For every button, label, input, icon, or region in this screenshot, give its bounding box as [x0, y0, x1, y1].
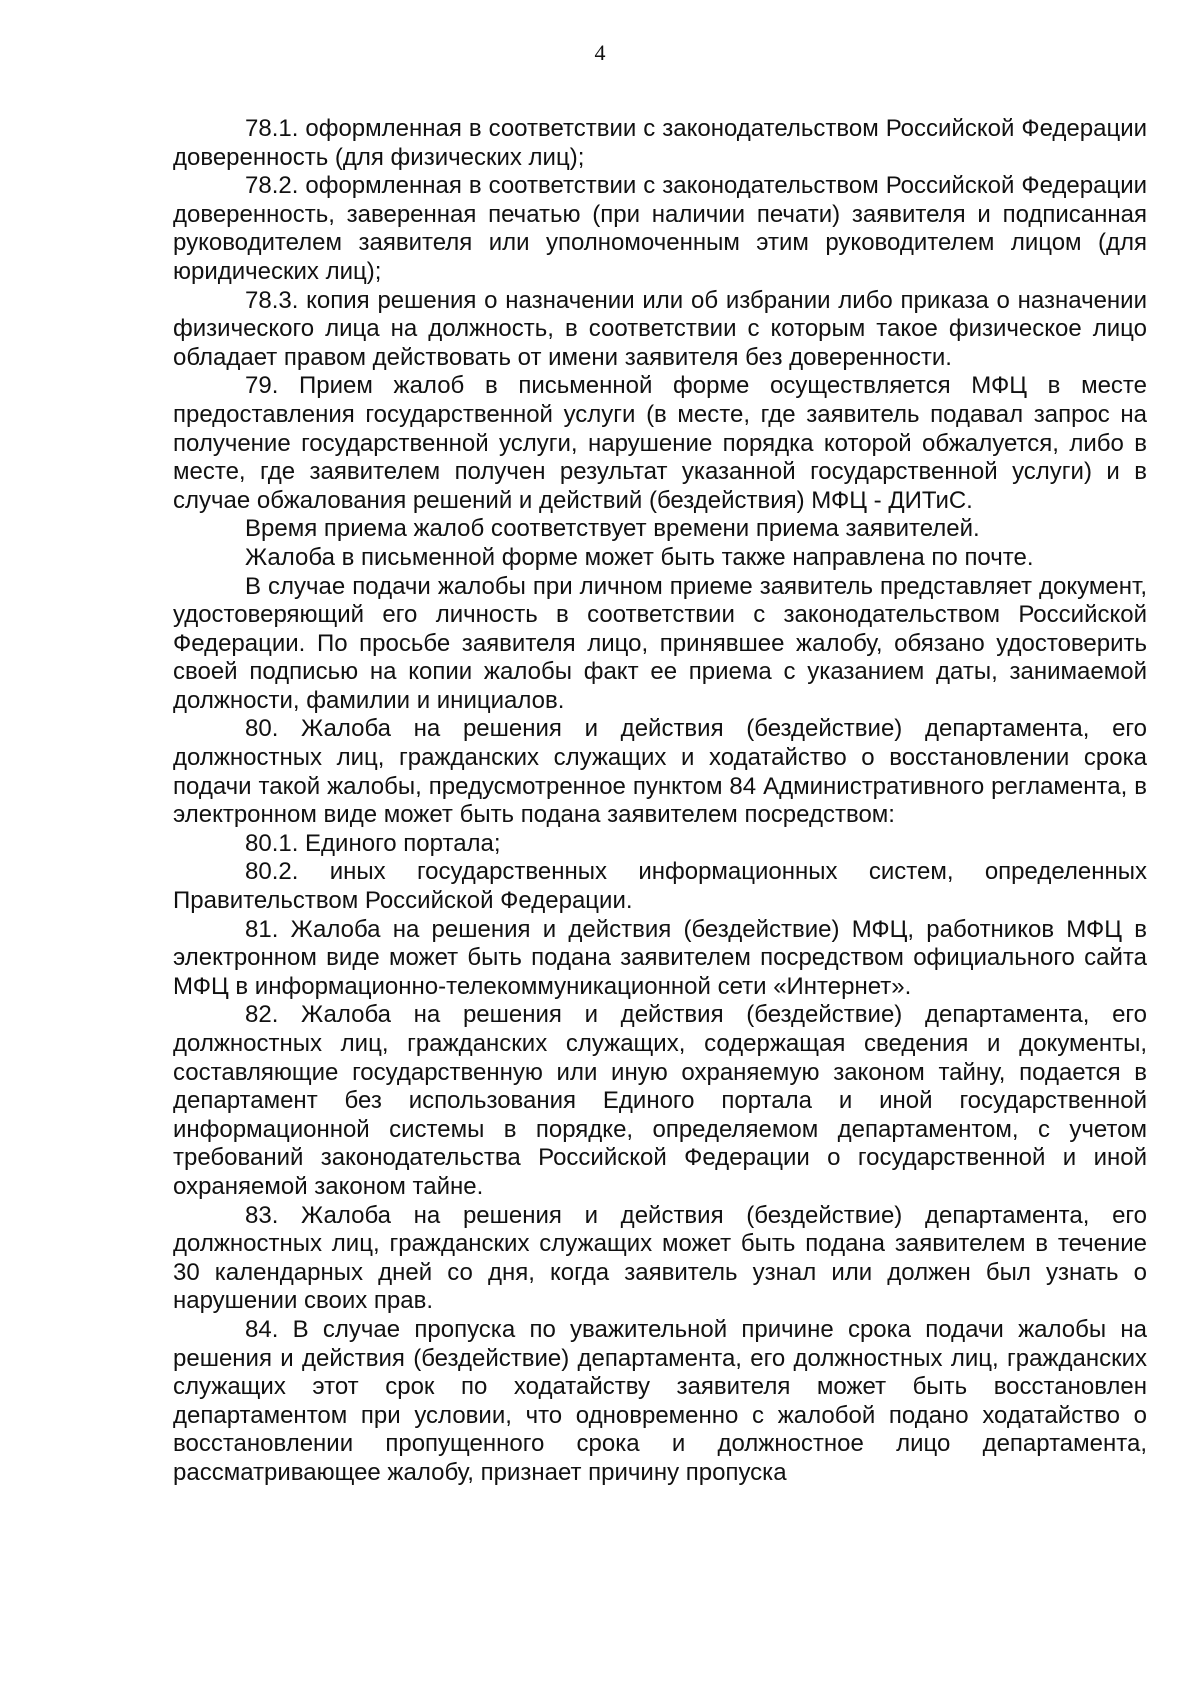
paragraph-83: 83. Жалоба на решения и действия (бездействие) департамента, его должностных лиц, гражданских служащих может быть подана заявителем в течение 30 календарных дней со дня, когда заявитель узнал или должен был узнать о нарушении своих прав. [173, 1201, 1147, 1315]
paragraph-78-3: 78.3. копия решения о назначении или об избрании либо приказа о назначении физического лица на должность, в соответствии с которым такое физическое лицо обладает правом действовать от имени заявителя без доверенности. [173, 286, 1147, 371]
paragraph-81: 81. Жалоба на решения и действия (бездействие) МФЦ, работников МФЦ в электронном виде может быть подана заявителем посредством официального сайта МФЦ в информационно-телекоммуникационной сети «Интернет». [173, 915, 1147, 1000]
paragraph-mail-complaint: Жалоба в письменной форме может быть также направлена по почте. [245, 543, 1034, 571]
document-body [173, 115, 1147, 1488]
paragraph-84: 84. В случае пропуска по уважительной причине срока подачи жалобы на решения и действия (бездействие) департамента, его должностных лиц, гражданских служащих этот срок по ходатайству заявителя может быть восстановлен департаментом при условии, что одновременно с жалобой подано ходатайство о восстановлении пропущенного срока и должностное лицо департамента, рассматривающее жалобу, признает причину пропуска [173, 1315, 1147, 1486]
paragraph-reception-time: Время приема жалоб соответствует времени приема заявителей. [245, 515, 980, 543]
paragraph-80-1: 80.1. Единого портала; [245, 829, 501, 857]
paragraph-personal-submission: В случае подачи жалобы при личном приеме заявитель представляет документ, удостоверяющий его личность в соответствии с законодательством Российской Федерации. По просьбе заявителя лицо, принявшее жалобу, обязано удостоверить своей подписью на копии жалобы факт ее приема с указанием даты, занимаемой должности, фамилии и инициалов. [173, 572, 1147, 714]
paragraph-82: 82. Жалоба на решения и действия (бездействие) департамента, его должностных лиц, гражданских служащих, содержащая сведения и документы, составляющие государственную или иную охраняемую законом тайну, подается в департамент без использования Единого портала и иной государственной информационной системы в порядке, определяемом департаментом, с учетом требований законодательства Российской Федерации о государственной и иной охраняемой законом тайне. [173, 1001, 1147, 1200]
page-number: 4 [594, 40, 606, 65]
paragraph-79: 79. Прием жалоб в письменной форме осуществляется МФЦ в месте предоставления государственной услуги (в месте, где заявитель подавал запрос на получение государственной услуги, нарушение порядка которой обжалуется, либо в месте, где заявителем получен результат указанной государственной услуги) и в случае обжалования решений и действий (бездействия) МФЦ - ДИТиС. [173, 372, 1147, 514]
paragraph-80: 80. Жалоба на решения и действия (бездействие) департамента, его должностных лиц, гражданских служащих и ходатайство о восстановлении срока подачи такой жалобы, предусмотренное пунктом 84 Административного регламента, в электронном виде может быть подана заявителем посредством: [173, 715, 1147, 829]
paragraph-78-1: 78.1. оформленная в соответствии с законодательством Российской Федерации доверенность (для физических лиц); [173, 115, 1147, 171]
paragraph-78-2: 78.2. оформленная в соответствии с законодательством Российской Федерации доверенность, заверенная печатью (при наличии печати) заявителя и подписанная руководителем заявителя или уполномоченным этим руководителем лицом (для юридических лиц); [173, 172, 1147, 285]
paragraph-80-2: 80.2. иных государственных информационных систем, определенных Правительством Российской Федерации. [173, 858, 1147, 915]
